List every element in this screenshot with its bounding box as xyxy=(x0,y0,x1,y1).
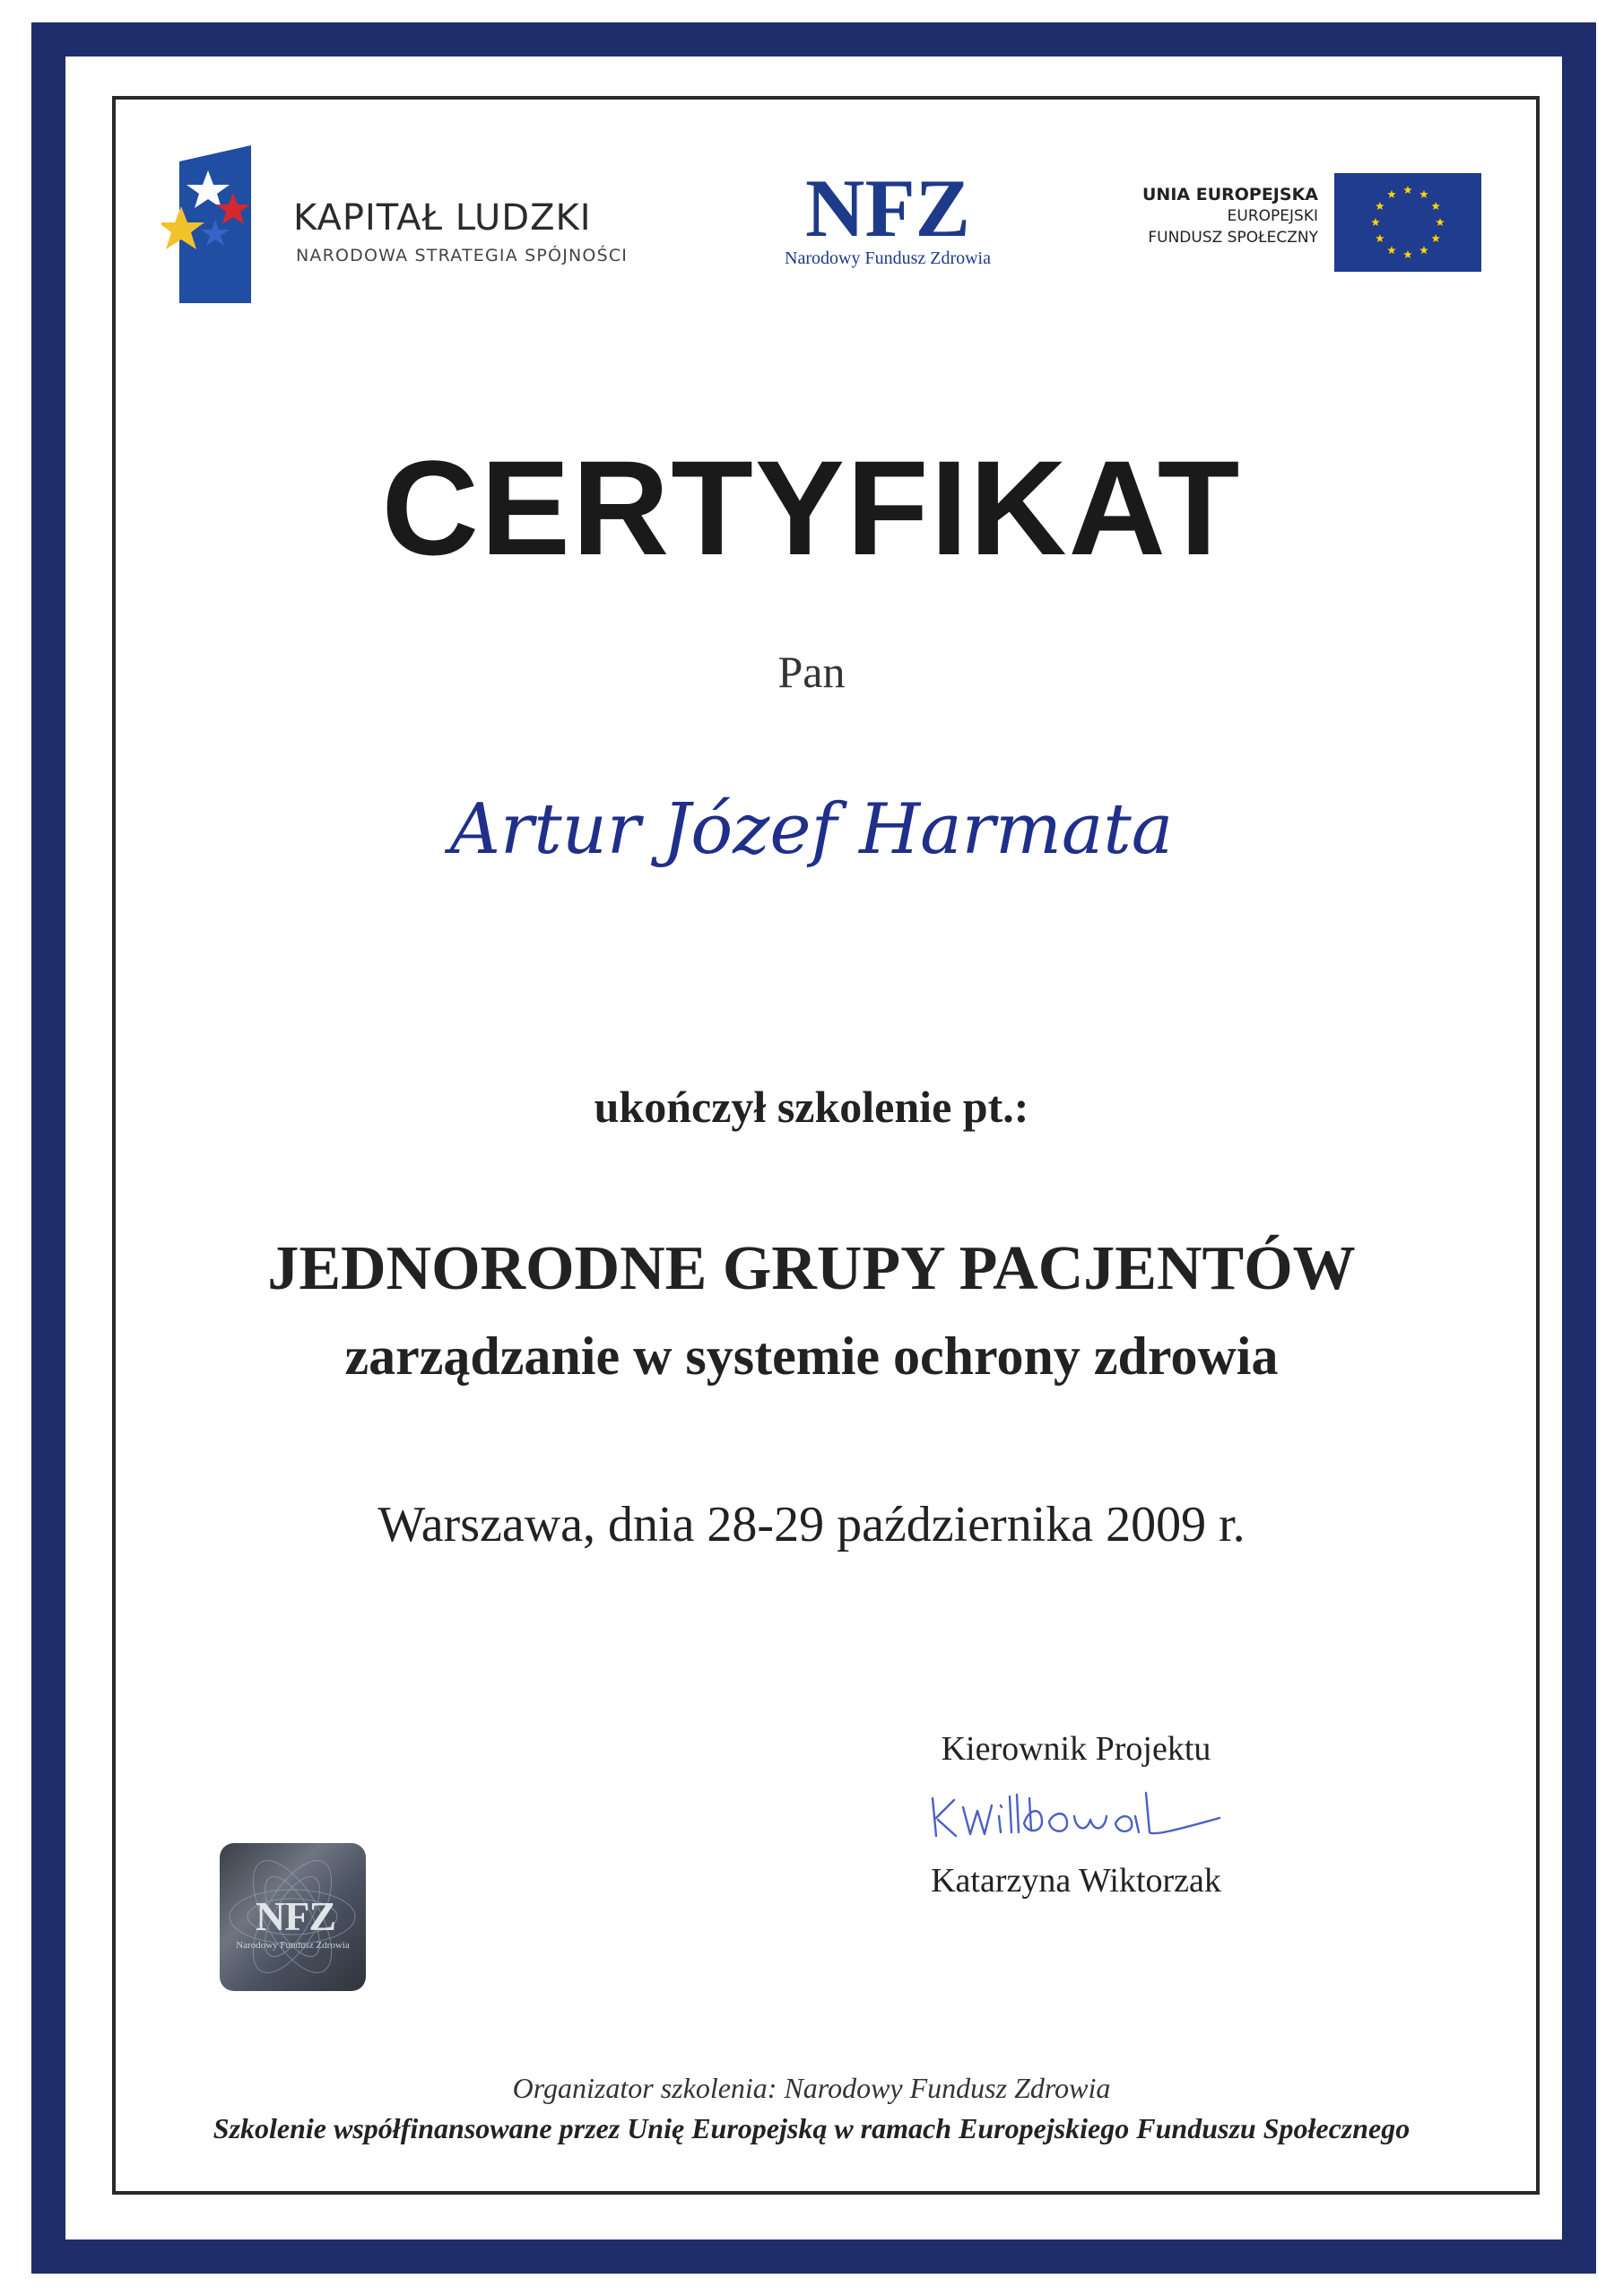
handwritten-signature xyxy=(924,1780,1228,1852)
hologram-seal xyxy=(220,1843,366,1991)
nfz-logo xyxy=(798,166,977,247)
seal-subtitle: Narodowy Fundusz Zdrowia xyxy=(236,1940,350,1951)
kapital-ludzki-logo xyxy=(161,144,260,305)
signature-name: Katarzyna Wiktorzak xyxy=(931,1862,1221,1900)
certificate-title: CERTYFIKAT xyxy=(381,432,1242,583)
nfz-subtitle: Narodowy Fundusz Zdrowia xyxy=(785,248,991,268)
footer-organizer: Organizator szkolenia: Narodowy Fundusz Zdrowia xyxy=(512,2072,1111,2104)
kapital-ludzki-subtitle: NARODOWA STRATEGIA SPÓJNOŚCI xyxy=(296,246,629,265)
eu-line2: EUROPEJSKI xyxy=(1227,207,1318,225)
course-subtitle: zarządzanie w systemie ochrony zdrowia xyxy=(344,1326,1279,1386)
course-title: JEDNORODNE GRUPY PACJENTÓW xyxy=(267,1234,1356,1303)
eu-line1: UNIA EUROPEJSKA xyxy=(1142,185,1318,204)
eu-flag-icon xyxy=(1334,173,1481,272)
recipient-name: Artur Józef Harmata xyxy=(449,789,1174,870)
kapital-ludzki-title: KAPITAŁ LUDZKI xyxy=(293,197,592,239)
nfz-logo-text: NFZ xyxy=(805,166,970,247)
honorific: Pan xyxy=(777,647,846,697)
eu-line3: FUNDUSZ SPOŁECZNY xyxy=(1148,229,1318,247)
seal-mark: NFZ xyxy=(256,1893,335,1939)
completed-label: ukończył szkolenie pt.: xyxy=(594,1082,1029,1132)
footer-cofinanced: Szkolenie współfinansowane przez Unię Europejską w ramach Europejskiego Funduszu Społecznego xyxy=(213,2112,1410,2144)
signature-role: Kierownik Projektu xyxy=(941,1730,1211,1768)
eu-text xyxy=(1085,184,1318,248)
place-date: Warszawa, dnia 28-29 października 2009 r. xyxy=(378,1497,1245,1552)
